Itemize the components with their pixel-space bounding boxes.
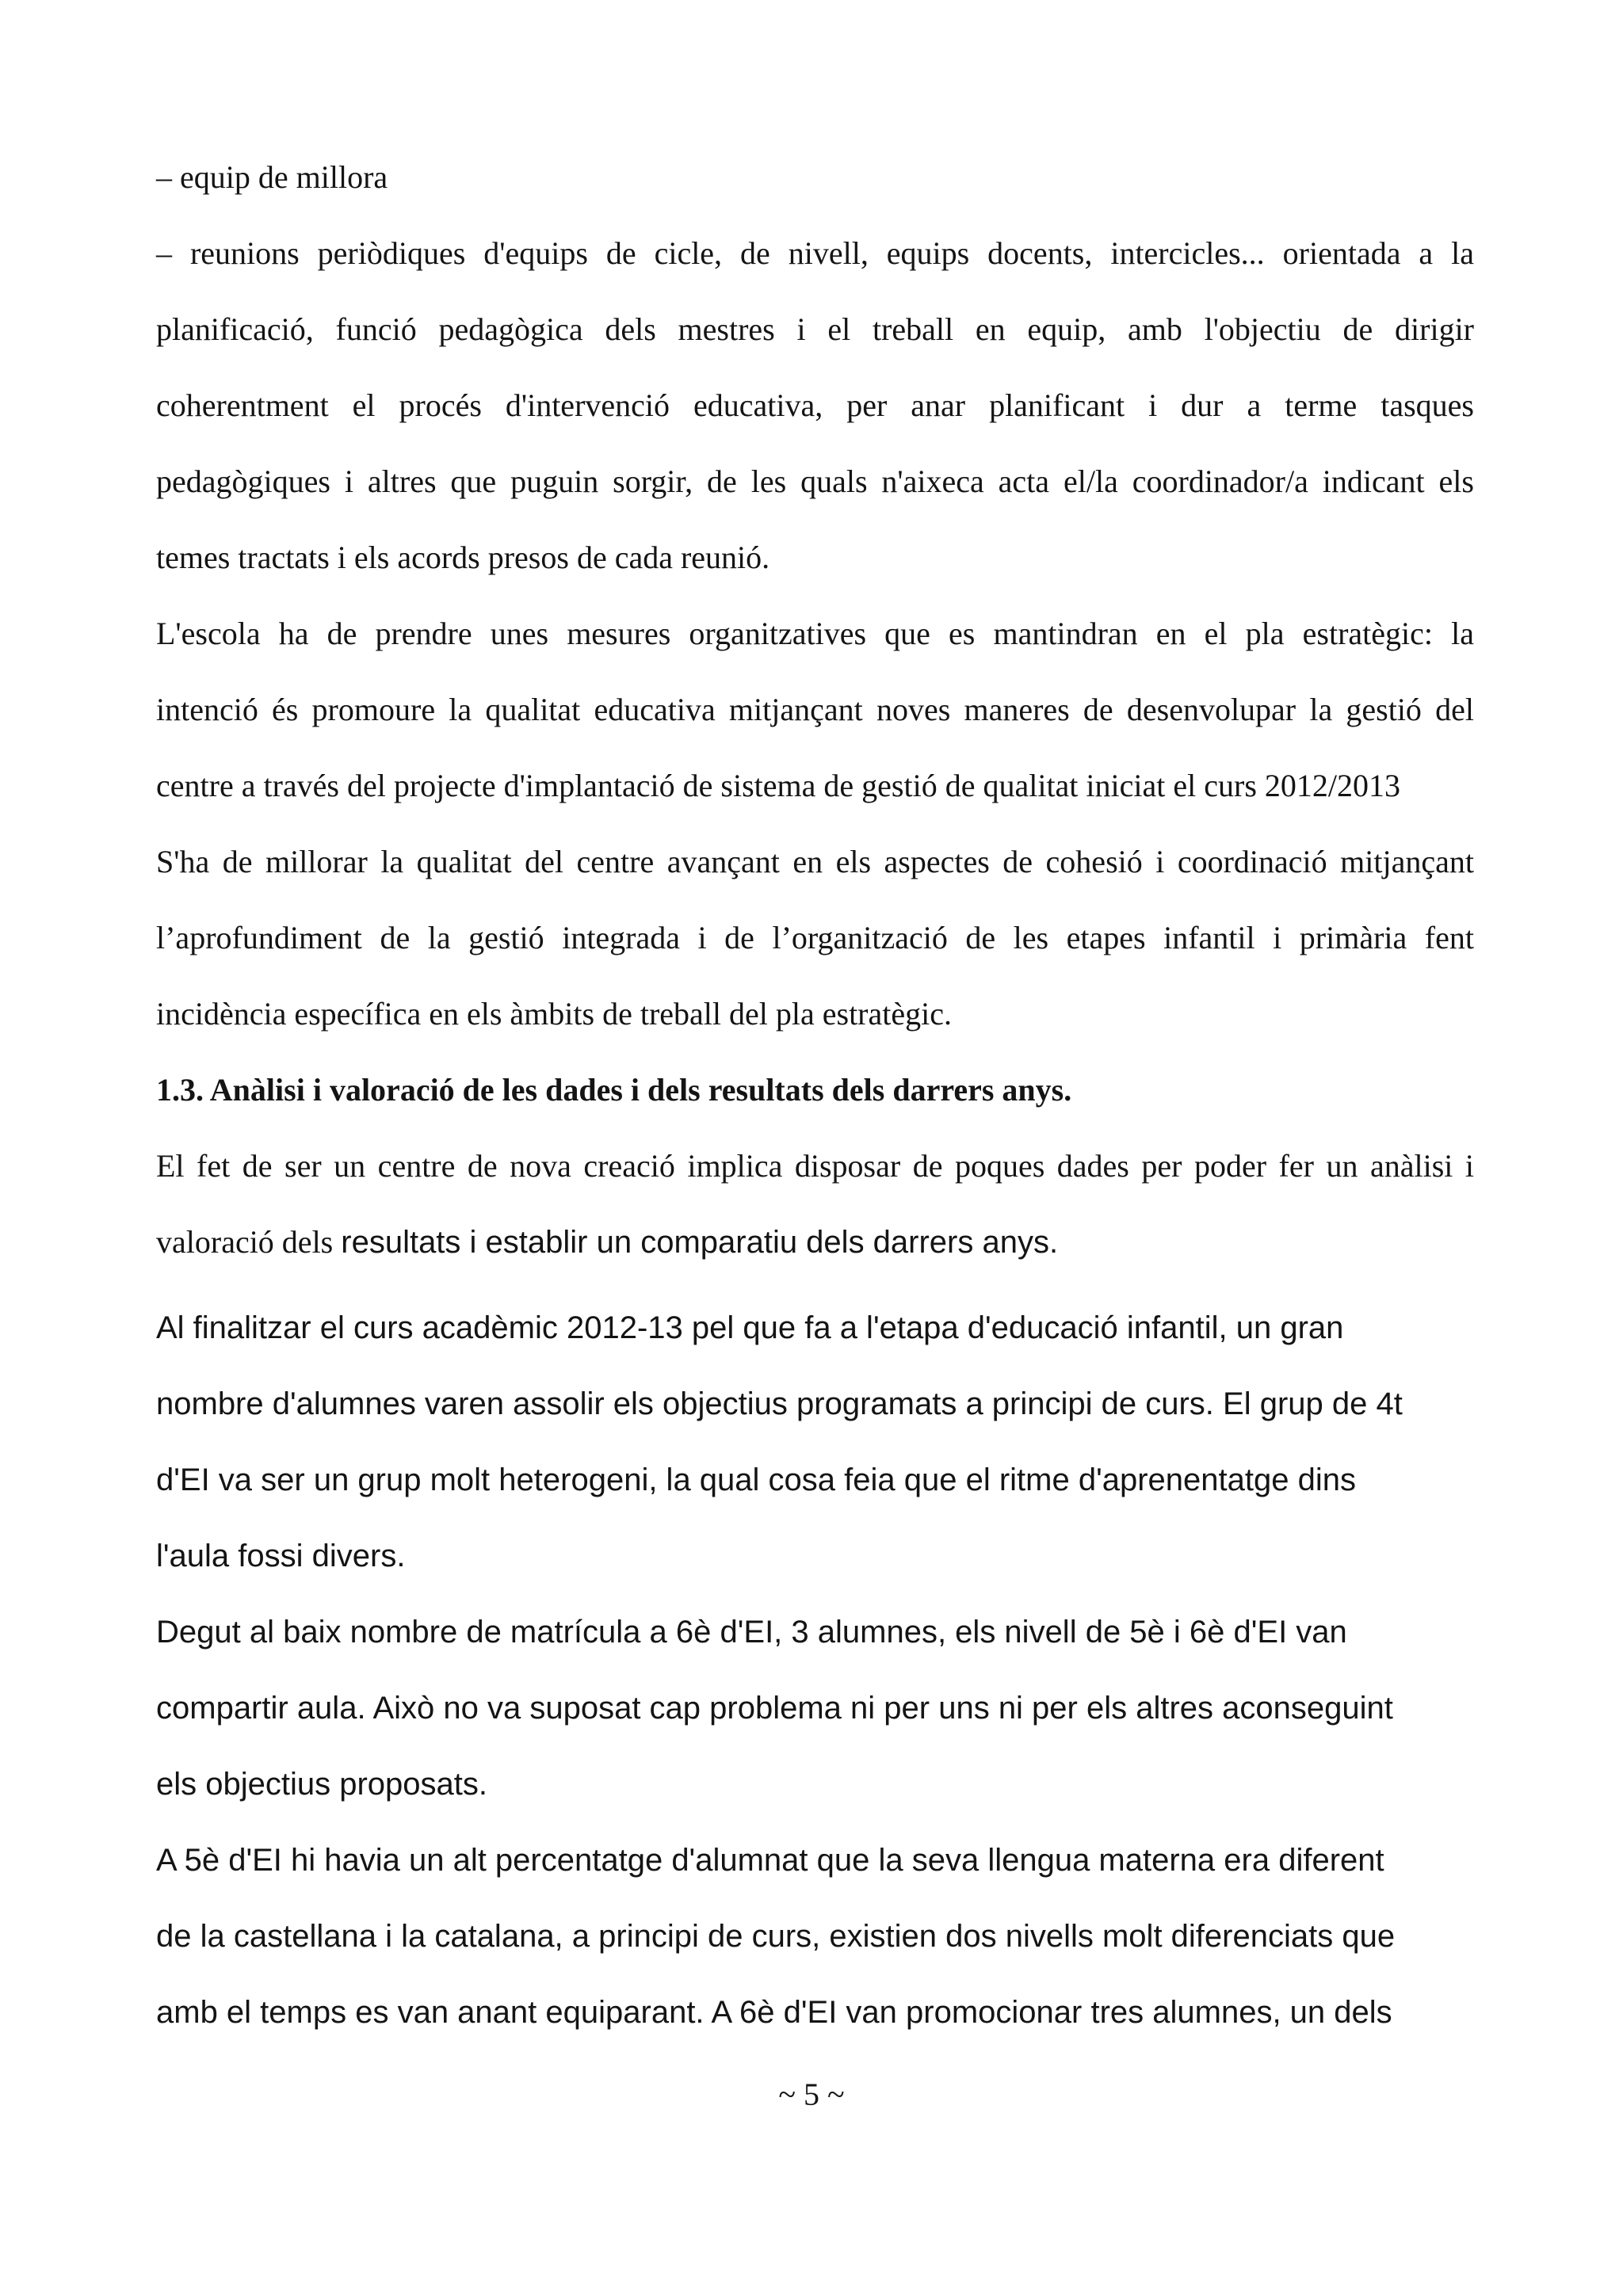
text-line: El fet de ser un centre de nova creació implica disposar de poques dades per poder fer un anàlisi i: [156, 1148, 1474, 1184]
text-line: coherentment el procés d'intervenció educativa, per anar planificant i dur a terme tasques: [156, 387, 1474, 423]
text-line: els objectius proposats.: [156, 1767, 488, 1802]
text-line: pedagògiques i altres que puguin sorgir, de les quals n'aixeca acta el/la coordinador/a indicant els: [156, 463, 1474, 499]
text-line: amb el temps es van anant equiparant. A 6è d'EI van promocionar tres alumnes, un dels: [156, 1995, 1392, 2030]
text-line: S'ha de millorar la qualitat del centre avançant en els aspectes de cohesió i coordinació mitjançant: [156, 844, 1474, 879]
text-line: centre a través del projecte d'implantació de sistema de gestió de qualitat iniciat el curs 2012/2013: [156, 768, 1400, 803]
text-line: l’aprofundiment de la gestió integrada i de l’organització de les etapes infantil i primària fent: [156, 920, 1474, 955]
page-number: ~ 5 ~: [778, 2077, 845, 2112]
text-line: temes tractats i els acords presos de cada reunió.: [156, 540, 770, 575]
text-fragment: resultats i establir un comparatiu dels darrers anys.: [341, 1225, 1059, 1260]
text-line: – equip de millora: [156, 159, 388, 195]
text-line: l'aula fossi divers.: [156, 1539, 406, 1573]
text-line: d'EI va ser un grup molt heterogeni, la qual cosa feia que el ritme d'aprenentatge dins: [156, 1463, 1356, 1497]
text-line: planificació, funció pedagògica dels mestres i el treball en equip, amb l'objectiu de dirigir: [156, 311, 1474, 347]
text-line: incidència específica en els àmbits de treball del pla estratègic.: [156, 996, 952, 1032]
text-line: de la castellana i la catalana, a principi de curs, existien dos nivells molt diferenciats que: [156, 1919, 1396, 1954]
text-line: nombre d'alumnes varen assolir els objectius programats a principi de curs. El grup de 4t: [156, 1386, 1403, 1421]
text-line: A 5è d'EI hi havia un alt percentatge d'alumnat que la seva llengua materna era diferent: [156, 1843, 1384, 1878]
text-line: intenció és promoure la qualitat educativa mitjançant noves maneres de desenvolupar la gestió del: [156, 692, 1474, 727]
text-line: – reunions periòdiques d'equips de cicle, de nivell, equips docents, intercicles... orientada a la: [156, 235, 1474, 271]
text-line: L'escola ha de prendre unes mesures organitzatives que es mantindran en el pla estratègic: la: [156, 616, 1474, 651]
text-line: Al finalitzar el curs acadèmic 2012-13 pel que fa a l'etapa d'educació infantil, un gran: [156, 1310, 1344, 1345]
text-line: compartir aula. Això no va suposat cap problema ni per uns ni per els altres aconseguint: [156, 1691, 1393, 1726]
text-fragment: valoració dels: [156, 1224, 342, 1260]
text-line: Degut al baix nombre de matrícula a 6è d'EI, 3 alumnes, els nivell de 5è i 6è d'EI van: [156, 1615, 1347, 1650]
section-heading: 1.3. Anàlisi i valoració de les dades i dels resultats dels darrers anys.: [156, 1072, 1072, 1108]
text-line-mixed: [156, 1226, 1058, 1258]
